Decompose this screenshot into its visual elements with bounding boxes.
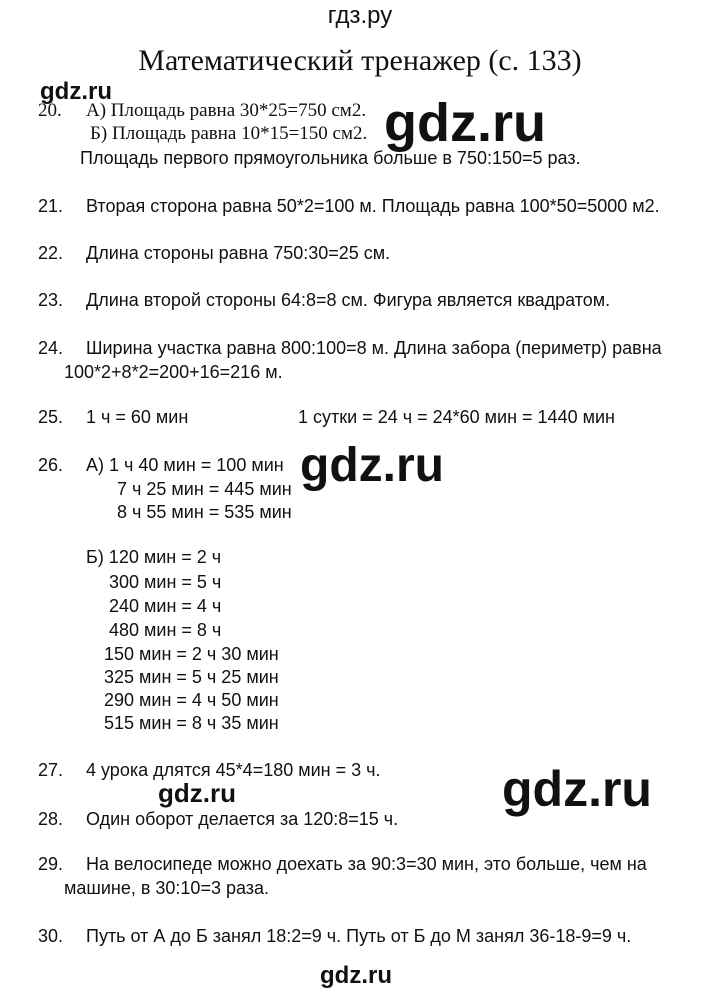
problem-26-a-line: 7 ч 25 мин = 445 мин [117, 479, 292, 499]
site-header: гдз.ру [327, 2, 393, 29]
problem-20-line-b: Б) Площадь равна 10*15=150 см2. [90, 123, 368, 144]
problem-26-b-line: 290 мин = 4 ч 50 мин [104, 690, 279, 710]
problem-number: 23. [38, 290, 64, 310]
watermark: gdz.ru [320, 962, 392, 989]
watermark: gdz.ru [40, 78, 112, 105]
problem-29-line-1: На велосипеде можно доехать за 90:3=30 мин, это больше, чем на [86, 854, 647, 874]
problem-26-b-line: 240 мин = 4 ч [109, 596, 222, 616]
problem-26-a-line: А) 1 ч 40 мин = 100 мин [86, 455, 284, 475]
problem-29-line-2: машине, в 30:10=3 раза. [64, 878, 270, 898]
problem-26-b-line: 515 мин = 8 ч 35 мин [104, 713, 279, 733]
problem-number: 29. [38, 854, 64, 874]
page-title: Математический тренажер (с. 133) [138, 44, 582, 77]
problem-number: 30. [38, 926, 64, 946]
problem-26-a-line: 8 ч 55 мин = 535 мин [117, 502, 292, 522]
problem-25-left: 1 ч = 60 мин [86, 407, 189, 427]
problem-number: 25. [38, 407, 64, 427]
problem-number: 21. [38, 196, 64, 216]
problem-number: 26. [38, 455, 64, 475]
problem-26-b-line: 300 мин = 5 ч [109, 572, 222, 592]
problem-30-text: Путь от А до Б занял 18:2=9 ч. Путь от Б до М занял 36-18-9=9 ч. [86, 926, 632, 946]
problem-number: 22. [38, 243, 64, 263]
problem-26-b-line: Б) 120 мин = 2 ч [86, 547, 222, 567]
problem-27-text: 4 урока длятся 45*4=180 мин = 3 ч. [86, 760, 381, 780]
problem-20-line-a: А) Площадь равна 30*25=750 см2. [86, 100, 367, 121]
problem-24-line-1: Ширина участка равна 800:100=8 м. Длина забора (периметр) равна [86, 338, 662, 358]
watermark: gdz.ru [300, 439, 444, 492]
problem-21-text: Вторая сторона равна 50*2=100 м. Площадь равна 100*50=5000 м2. [86, 196, 660, 216]
problem-28-text: Один оборот делается за 120:8=15 ч. [86, 809, 399, 829]
problem-number: 20. [38, 100, 62, 121]
problem-22-text: Длина стороны равна 750:30=25 см. [86, 243, 391, 263]
problem-26-b-line: 325 мин = 5 ч 25 мин [104, 667, 279, 687]
problem-26-b-line: 480 мин = 8 ч [109, 620, 222, 640]
problem-20-line-c: Площадь первого прямоугольника больше в 750:150=5 раз. [80, 148, 581, 168]
watermark: gdz.ru [502, 761, 652, 817]
watermark: gdz.ru [158, 778, 236, 808]
problem-23-text: Длина второй стороны 64:8=8 см. Фигура является квадратом. [86, 290, 611, 310]
problem-26-b-line: 150 мин = 2 ч 30 мин [104, 644, 279, 664]
problem-25-right: 1 сутки = 24 ч = 24*60 мин = 1440 мин [298, 407, 615, 427]
problem-number: 28. [38, 809, 64, 829]
problem-number: 27. [38, 760, 64, 780]
watermark: gdz.ru [384, 93, 546, 153]
problem-number: 24. [38, 338, 64, 358]
problem-24-line-2: 100*2+8*2=200+16=216 м. [64, 362, 283, 382]
